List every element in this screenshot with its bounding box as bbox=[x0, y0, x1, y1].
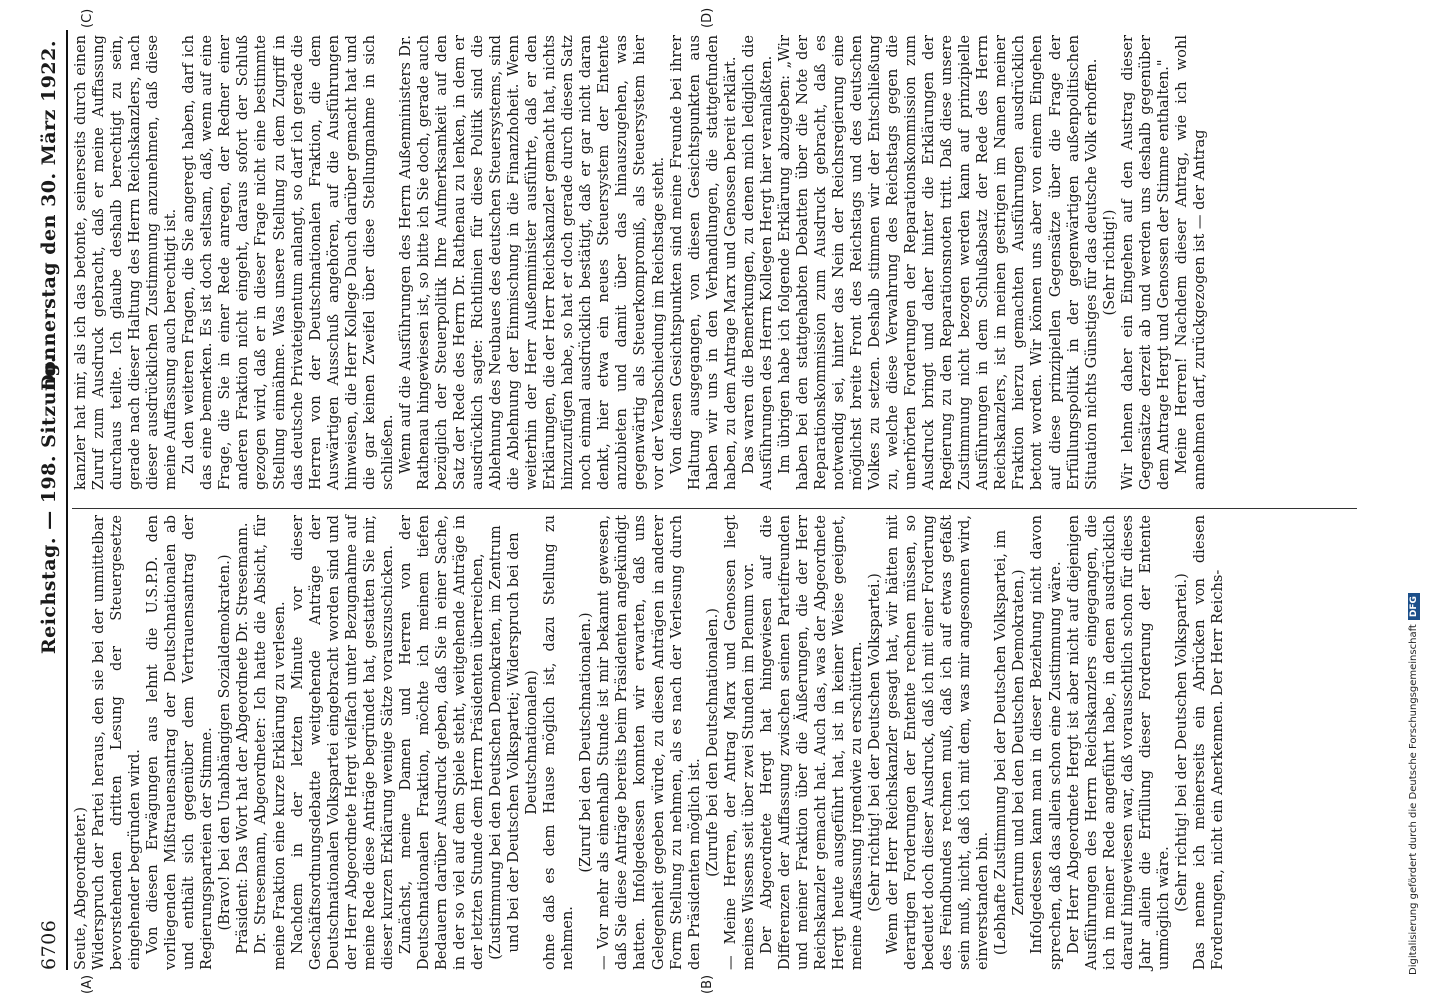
session-date: Donnerstag den 30. März 1922. bbox=[38, 40, 60, 391]
paragraph: Der Abgeordnete Hergt hat hingewiesen auf die Differenzen der Auffassung zwischen seinen Parteifreunden und meiner Fraktion über die Äußerungen, die der Herr Reichskanzler gemacht hat. Auch das, was der Abgeordnete Hergt heute ausgeführt hat, ist in keiner Weise geeignet, meine Auffassung irgendwie zu erschüttern. bbox=[757, 515, 866, 970]
paragraph: (Sehr richtig! bei der Deutschen Volkspartei.) bbox=[866, 573, 884, 912]
paragraph: kanzler hat mir, als ich das betonte, seinerseits durch einen Zuruf zum Ausdruck gebracht, daß er meine Auffassung durchaus teilte. Ich glaube deshalb berechtigt zu sein, gerade nach dieser Haltung des Herrn Reichskanzlers, nach dieser ausdrücklichen Zustimmung anzunehmen, daß diese meine Auffassung auch berechtigt ist. bbox=[72, 35, 180, 490]
paragraph: Der Herr Abgeordnete Hergt ist aber nicht auf diejenigen Ausführungen des Herrn Reichskanzlers eingegangen, die ich in meiner Rede angeführt habe, in denen ausdrücklich darauf hingewiesen war, daß vorausschtlich schon für dieses Jahr allein die Erfüllung dieser Forderung der Entente unmöglich wäre. bbox=[1064, 515, 1172, 970]
funding-note: Digitalisierung gefördert durch die Deutsche Forschungsgemeinschaft bbox=[1408, 624, 1419, 975]
paragraph: (Zustimmung bei den Deutschen Demokraten, im Zentrum und bei der Deutschen Volkspartei; Widerspruch bei den Deutschnationalen) bbox=[487, 525, 541, 960]
paragraph: Infolgedessen kann man in dieser Beziehung nicht davon sprechen, daß das allein schon eine Zustimmung wäre. bbox=[1028, 515, 1064, 970]
paragraph: (Zurufe bei den Deutschnationalen.) bbox=[703, 608, 721, 877]
paragraph: Seute, Abgeordneter.) bbox=[72, 806, 89, 970]
paragraph: (Bravo! bei den Unabhängigen Sozialdemokraten.) bbox=[216, 554, 234, 931]
paragraph: Nachdem in der letzten Minute vor dieser Geschäftsordnungsdebatte weitgehende Anträge der Deutschnationalen Volkspartei eingebracht worden sind und der Herr Abgeordnete Hergt vielfach unter Bezugnahme auf meine Rede diese Anträge begründet hat, gestatten Sie mir, dieser kurzen Erklärung wenige Sätze vorauszuschicken. bbox=[288, 515, 396, 970]
paragraph: Das nenne ich meinerseits ein Abrücken von diesen Forderungen, nicht ein Anerkennen. Der Herr Reichs- bbox=[1190, 515, 1226, 970]
paragraph: ohne daß es dem Hause möglich ist, dazu Stellung zu nehmen. bbox=[541, 515, 577, 970]
paragraph: (Sehr richtig!) bbox=[1100, 209, 1118, 316]
page-header bbox=[38, 40, 62, 970]
paragraph: Widerspruch der Partei heraus, den sie bei der unmittelbar bevorstehenden dritten Lesung der Steuergesetze eingehender begründen wird. bbox=[90, 515, 144, 970]
paragraph: Zunächst, meine Damen und Herren von der Deutschnationalen Fraktion, möchte ich meinem tiefen Bedauern darüber Ausdruck geben, daß Sie in einer Sache, in der so viel auf dem Spiele steht, weitgehende Anträge in der letzten Stunde dem Herrn Präsidenten überreichen, bbox=[396, 515, 487, 970]
paragraph: Zu den weiteren Fragen, die Sie angeregt haben, darf ich das eine bemerken. Es ist doch seltsam, daß, wenn auf eine Frage, die Sie in einer Rede anregen, der Redner einer anderen Fraktion nicht eingeht, daraus sofort der Schluß gezogen wird, daß er in dieser Frage nicht eine bestimmte Stellung einnähme. Was unsere Stellung zu dem Zugriff in das deutsche Privateigentum anlangt, so darf ich gerade die Herren von der Deutschnationalen Fraktion, die dem Auswärtigen Ausschuß angehören, auf die Ausführungen hinweisen, die Herr Kollege Dauch darüber gemacht hat und die gar keinen Zweifel über diese Stellungnahme in sich schließen. bbox=[180, 35, 396, 490]
header-rule bbox=[66, 30, 68, 970]
paragraph: Von diesen Erwägungen aus lehnt die U.S.P.D. den vorliegenden Mißtrauensantrag der Deutschnationalen ab und enthält sich gegenüber dem Vertrauensantrag der Regierungsparteien der Stimme. bbox=[144, 515, 216, 970]
paragraph: Präsident: Das Wort hat der Abgeordnete Dr. Stresemann. bbox=[234, 522, 252, 954]
paragraph: Im übrigen habe ich folgende Erklärung abzugeben: „Wir haben bei den stattgehabten Debatten über die Note der Reparationskommission zum Ausdruck gebracht, daß es notwendig sei, hinter das Nein der Reichsregierung eine möglichst breite Front des Reichstags und des deutschen Volkes zu setzen. Deshalb stimmen wir der Entschließung zu, welche diese Verwahrung des Reichstags gegen die unerhörten Forderungen der Reparationskommission zum Ausdruck bringt und daher hinter die Erklärungen der Regierung zu den Reparationsnoten tritt. Daß diese unsere Zustimmung nicht bezogen werden kann auf prinzipielle Ausführungen in dem Schlußabsatz der Rede des Herrn Reichskanzlers, ist in meinen gestrigen im Namen meiner Fraktion hierzu gemachten Ausführungen ausdrücklich betont worden. Wir können uns aber von einem Eingehen auf diese prinzipiellen Gegensätze über die Frage der Erfüllungspolitik in der gegenwärtigen außenpolitischen Situation nichts Günstiges für das deutsche Volk erhoffen. bbox=[775, 35, 1100, 490]
column-divider bbox=[72, 508, 1357, 509]
paragraph: Wir lehnen daher ein Eingehen auf den Austrag dieser Gegensätze derzeit ab und werden uns deshalb gegenüber dem Antrage Hergt und Genossen der Stimme enthalten." bbox=[1118, 35, 1172, 490]
paragraph: — Meine Herren, der Antrag Marx und Genossen liegt meines Wissens seit über zwei Stunden im Plenum vor. bbox=[721, 515, 757, 970]
dfg-logo: DFG bbox=[1408, 593, 1420, 620]
margin-marker-b: (B) bbox=[700, 974, 715, 994]
paragraph: Dr. Stresemann, Abgeordneter: Ich hatte die Absicht, für meine Fraktion eine kurze Erklärung zu verlesen. bbox=[252, 515, 288, 970]
margin-marker-c: (C) bbox=[80, 8, 95, 28]
margin-marker-a: (A) bbox=[80, 974, 95, 994]
session-title: Reichstag. — 198. Sitzung. bbox=[38, 355, 60, 655]
paragraph: Das waren die Bemerkungen, zu denen mich lediglich die Ausführungen des Herrn Kollegen Hergt hier veranlaßten. bbox=[739, 35, 775, 490]
paragraph: Meine Herren! Nachdem dieser Antrag, wie ich wohl annehmen darf, zurückgezogen ist — der Antrag bbox=[1172, 35, 1208, 490]
paragraph: — Vor mehr als einenhalb Stunde ist mir bekannt gewesen, daß Sie diese Anträge bereits beim Präsidenten angekündigt hatten. Infolgedessen konnten wir erwarten, daß uns Gelegenheit gegeben würde, zu diesen Anträgen in anderer Form Stellung zu nehmen, als es nach der Verlesung durch den Präsidenten möglich ist. bbox=[595, 515, 703, 970]
side-note bbox=[1408, 10, 1430, 985]
paragraph: Wenn auf die Ausführungen des Herrn Außenministers Dr. Rathenau hingewiesen ist, so bitte ich Sie doch, gerade auch bezüglich der Steuerpolitik Ihre Aufmerksamkeit auf den Satz der Rede des Herrn Dr. Rathenau zu lenken, in dem er ausdrücklich sagte: Richtlinien für diese Politik sind die Ablehnung des Neubaues des deutschen Steuersystems, sind die Ablehnung der Einmischung in die Finanzhoheit. Wenn weiterhin der Herr Außenminister ausführte, daß er den Erklärungen, die der Herr Reichskanzler gemacht hat, nichts hinzuzufügen habe, so hat er doch gerade durch diesen Satz noch einmal ausdrücklich bestätigt, daß er gar nicht daran denkt, hier etwa ein neues Steuersystem der Entente anzubieten und damit über das hinauszugehen, was gegenwärtig als Steuerkompromiß, als Steuersystem hier vor der Verabschiedung im Reichstage steht. bbox=[396, 35, 667, 490]
paragraph: (Sehr richtig! bei der Deutschen Volkspartei.) bbox=[1172, 573, 1190, 912]
right-column bbox=[72, 35, 1209, 490]
paragraph: (Lebhafte Zustimmung bei der Deutschen Volkspartei, im Zentrum und bei den Deutschen Demokraten.) bbox=[992, 529, 1028, 956]
margin-marker-d: (D) bbox=[700, 7, 715, 28]
left-column bbox=[72, 515, 1227, 970]
page-number: 6706 bbox=[38, 919, 60, 970]
paragraph: Von diesen Gesichtspunkten sind meine Freunde bei ihrer Haltung ausgegangen, von diesen Gesichtspunkten aus haben wir uns in den Verhandlungen, die stattgefunden haben, zu dem Antrage Marx und Genossen bereit erklärt. bbox=[667, 35, 739, 490]
paragraph: Wenn der Herr Reichskanzler gesagt hat, wir hätten mit derartigen Forderungen der Entente rechnen müssen, so bedeutet doch dieser Ausdruck, daß ich mit einer Forderung des Feindbundes rechnen muß, daß ich auf etwas gefaßt sein muß, nicht, daß ich mit dem, was mir angesonnen wird, einverstanden bin. bbox=[884, 515, 992, 970]
paragraph: (Zuruf bei den Deutschnationalen.) bbox=[577, 612, 595, 873]
